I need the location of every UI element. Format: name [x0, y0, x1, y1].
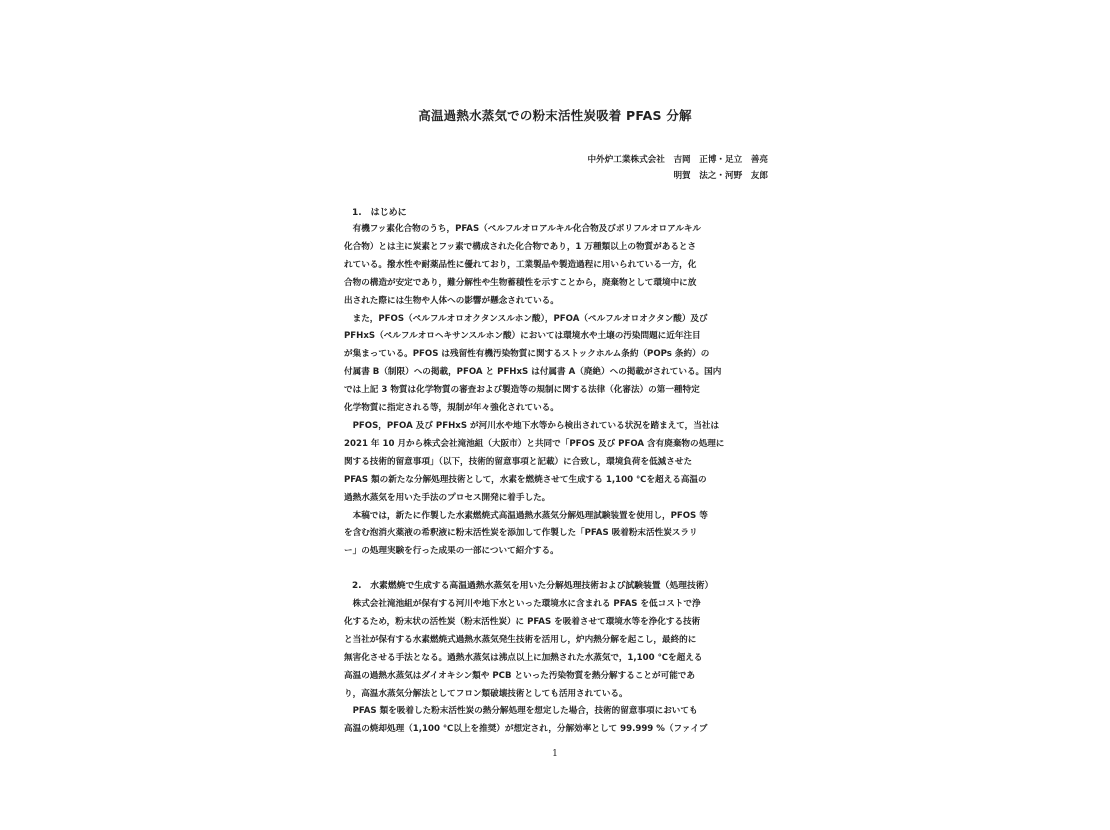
section-2-heading: 2. 水素燃焼で生成する高温過熱水蒸気を用いた分解処理技術および試験装置（処理技術）	[352, 581, 714, 591]
document-title: 高温過熱水蒸気での粉末活性炭吸着 PFAS 分解	[418, 108, 692, 123]
section-2-body: 株式会社滝池組が保有する河川や地下水といった環境水に含まれる PFAS を低コストで浄 化するため，粉末状の活性炭（粉末活性炭）に PFAS を吸着させて環境水等を浄化する技術 と当社が保有する水素燃焼式過熱水蒸気発生技術を活用し，炉内熱分解を起こし，最終的に 無害化させる手法となる。過熱水蒸気は沸点以上に加熱された水蒸気で，1,100 ℃を超える 高温の過熱水蒸気はダイオキシン類や PCB といった汚染物質を熱分解することが可能であ り，高温水蒸気分解法としてフロン類破壊技術としても活用されている。 PFAS 類を吸着した粉末活性炭の熱分解処理を想定した場合，技術的留意事項においても 高温の焼却処理（1,100 ℃以上を推奨）が想定され，分解効率として 99.999 %（ファイブ	[344, 599, 708, 735]
page-number: 1	[552, 749, 558, 759]
section-1-heading: 1. はじめに	[352, 208, 407, 218]
section-1-body: 有機フッ素化合物のうち，PFAS（ペルフルオロアルキル化合物及びポリフルオロアルキル 化合物）とは主に炭素とフッ素で構成された化合物であり，1 万種類以上の物質があるとさ れている。撥水性や耐薬品性に優れており，工業製品や製造過程に用いられている一方，化 合物の構造が安定であり，難分解性や生物蓄積性を示すことから，廃棄物として環境中に放 出された際には生物や人体への影響が懸念されている。 また，PFOS（ペルフルオロオクタンスルホン酸），PFOA（ペルフルオロオクタン酸）及び PFHxS（ペルフルオロヘキサンスルホン酸）においては環境水や土壌の汚染問題に近年注目 が集まっている。PFOS は残留性有機汚染物質に関するストックホルム条約（POPs 条約）の 付属書 B（制限）への掲載，PFOA と PFHxS は付属書 A（廃絶）への掲載がされている。国内 では上記 3 物質は化学物質の審査および製造等の規制に関する法律（化審法）の第一種特定 化学物質に指定される等，規制が年々強化されている。 PFOS，PFOA 及び PFHxS が河川水や地下水等から検出されている状況を踏まえて，当社は 2021 年 10 月から株式会社滝池組（大阪市）と共同で「PFOS 及び PFOA 含有廃棄物の処理に 関する技術的留意事項」（以下，技術的留意事項と記載）に合致し，環境負荷を低減させた PFAS 類の新たな分解処理技術として，水素を燃焼させて生成する 1,100 ℃を超える高温の 過熱水蒸気を用いた手法のプロセス開発に着手した。 本稿では，新たに作製した水素燃焼式高温過熱水蒸気分解処理試験装置を使用し，PFOS 等 を含む泡消火薬液の希釈液に粉末活性炭を添加して作製した「PFAS 吸着粉末活性炭スラリ ー」の処理実験を行った成果の一部について紹介する。	[344, 224, 725, 557]
author-block: 中外炉工業株式会社 吉岡 正博・足立 善亮 明賀 法之・河野 友郎	[587, 155, 768, 181]
